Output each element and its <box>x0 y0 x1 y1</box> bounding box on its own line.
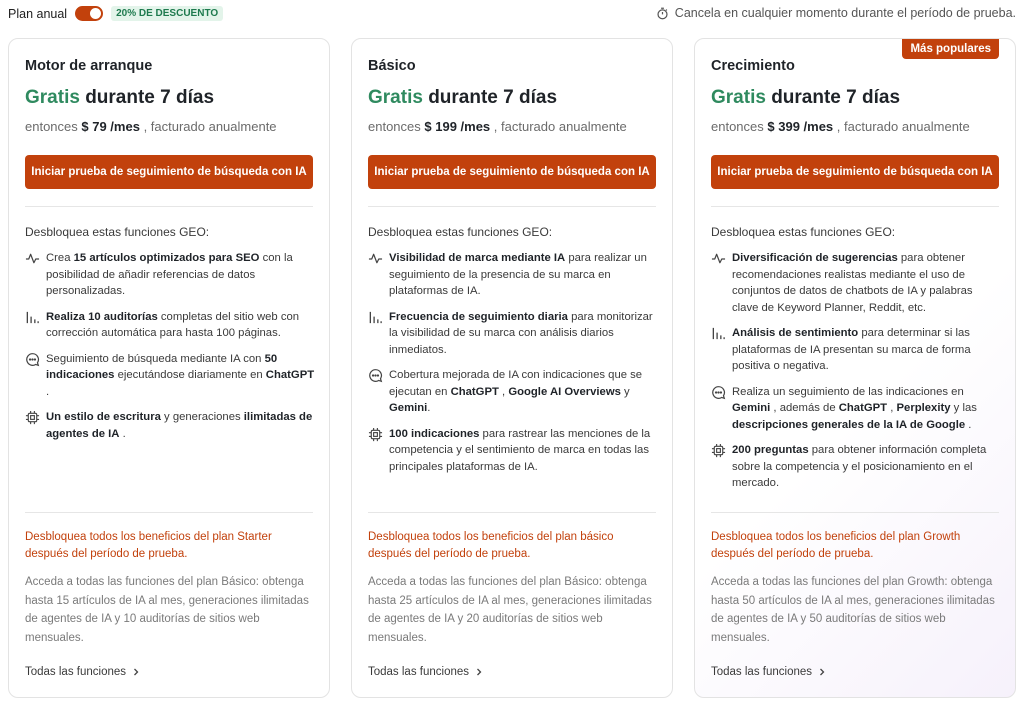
feature-text-part: Diversificación de sugerencias <box>732 252 898 264</box>
feature-text-part: Seguimiento de búsqueda mediante IA con <box>46 352 265 365</box>
feature-text-part: y generaciones <box>160 411 244 423</box>
feature-text-part: Realiza un seguimiento de las indicaciones en <box>732 385 964 398</box>
feature-list <box>25 250 315 451</box>
chat-icon <box>368 368 383 383</box>
benefits-title: Desbloquea todos los beneficios del plan básico después del período de prueba. <box>368 531 614 560</box>
annual-plan-label: Plan anual <box>8 6 68 21</box>
feature-text <box>732 442 1001 492</box>
chevron-right-icon <box>132 668 140 676</box>
divider <box>25 206 313 207</box>
feature-text-part: . <box>427 402 431 414</box>
feature-text <box>46 309 315 342</box>
feature-item <box>368 250 658 300</box>
price-heading <box>25 87 214 109</box>
price-line <box>25 119 277 134</box>
all-features-link[interactable] <box>25 666 140 678</box>
chat-icon <box>25 352 40 367</box>
all-features-label: Todas las funciones <box>368 666 470 678</box>
price-amount: $ 79 /mes <box>81 119 140 134</box>
price-line <box>368 119 627 134</box>
cancel-note-text: Cancela en cualquier momento durante el período de prueba. <box>674 6 1016 20</box>
feature-text-part: 15 artículos optimizados para SEO <box>73 252 260 264</box>
price-amount: $ 399 /mes <box>767 119 834 134</box>
feature-item <box>711 442 1001 492</box>
feature-text-part: ChatGPT <box>450 385 499 398</box>
benefits-description: Acceda a todas las funciones del plan Básico: obtenga hasta 15 artículos de IA al mes, generaciones ilimitadas de agentes de IA y 10 auditorías de sitios web mensuales. <box>25 576 309 644</box>
feature-text-part: . <box>965 418 972 431</box>
benefits-description: Acceda a todas las funciones del plan Growth: obtenga hasta 50 artículos de IA al mes, generaciones ilimitadas de agentes de IA y 50 auditorías de sitios web mensuales. <box>711 576 995 644</box>
feature-text-part: con la posibilidad de añadir referencias de datos personalizadas. <box>46 252 293 297</box>
free-label: Gratis <box>711 87 766 108</box>
bar-chart-icon <box>368 310 383 325</box>
cpu-icon <box>368 427 383 442</box>
feature-text-part: , además de <box>770 402 839 414</box>
feature-text-part: completas del sitio web con corrección automática para hasta 100 páginas. <box>46 310 300 339</box>
feature-item <box>711 325 1001 375</box>
billing-note: , facturado anualmente <box>836 119 970 134</box>
bar-chart-icon <box>711 326 726 341</box>
price-then: entonces <box>368 119 421 134</box>
benefits-description: Acceda a todas las funciones del plan Básico: obtenga hasta 25 artículos de IA al mes, generaciones ilimitadas de agentes de IA y 20 auditorías de sitios web mensuales. <box>368 576 652 644</box>
divider <box>368 512 656 513</box>
feature-text-part: Frecuencia de seguimiento diaria <box>389 310 568 323</box>
feature-text-part: para realizar un seguimiento de la presencia de su marca en plataformas de IA. <box>389 252 647 297</box>
plan-name: Básico <box>368 58 416 74</box>
price-then: entonces <box>711 119 764 134</box>
feature-text-part: para obtener información completa sobre la competencia y el posicionamiento en el mercado. <box>732 444 987 489</box>
feature-item <box>25 409 315 442</box>
feature-item <box>368 367 658 417</box>
feature-item <box>711 384 1001 434</box>
popular-badge: Más populares <box>902 39 999 59</box>
activity-icon <box>711 251 726 266</box>
trial-duration: durante 7 días <box>79 87 215 108</box>
feature-text <box>46 351 315 401</box>
activity-icon <box>368 251 383 266</box>
free-label: Gratis <box>25 87 80 108</box>
cpu-icon <box>25 410 40 425</box>
feature-text <box>732 325 1001 375</box>
feature-text-part: Google AI Overviews <box>508 385 621 398</box>
start-trial-button[interactable]: Iniciar prueba de seguimiento de búsqueda con IA <box>711 155 999 189</box>
plan-name: Motor de arranque <box>25 58 153 74</box>
feature-text-part: ChatGPT <box>838 402 888 414</box>
feature-text-part: Gemini <box>389 402 428 414</box>
trial-duration: durante 7 días <box>422 87 558 108</box>
feature-text <box>389 367 658 417</box>
price-heading <box>711 87 900 109</box>
feature-text-part: . <box>119 427 126 440</box>
billing-note: , facturado anualmente <box>493 119 627 134</box>
unlock-features-title: Desbloquea estas funciones GEO: <box>711 225 896 239</box>
feature-text-part: para determinar si las plataformas de IA presentan su marca de forma positiva o negativa. <box>732 327 971 372</box>
feature-item <box>368 426 658 476</box>
divider <box>711 206 999 207</box>
feature-text <box>389 309 658 359</box>
all-features-link[interactable] <box>368 666 483 678</box>
feature-text-part: Visibilidad de marca mediante IA <box>389 252 566 264</box>
chat-icon <box>711 385 726 400</box>
feature-text-part: y <box>620 385 630 398</box>
feature-list <box>711 250 1001 501</box>
price-heading <box>368 87 557 109</box>
benefits-title: Desbloquea todos los beneficios del plan Growth después del período de prueba. <box>711 531 961 560</box>
top-bar <box>0 0 1024 30</box>
feature-item <box>25 351 315 401</box>
feature-text-part: para rastrear las menciones de la competencia y el sentimiento de marca en todas las principales plataformas de IA. <box>389 427 651 473</box>
price-then: entonces <box>25 119 78 134</box>
feature-text-part: descripciones generales de la IA de Google <box>732 418 966 431</box>
feature-text-part: ChatGPT <box>265 369 315 381</box>
feature-text-part: Crea <box>46 252 74 264</box>
start-trial-button[interactable]: Iniciar prueba de seguimiento de búsqueda con IA <box>25 155 313 189</box>
all-features-link[interactable] <box>711 666 826 678</box>
feature-text-part: ilimitadas de agentes de IA <box>46 411 313 440</box>
price-amount: $ 199 /mes <box>424 119 491 134</box>
unlock-features-title: Desbloquea estas funciones GEO: <box>368 225 553 239</box>
feature-text <box>389 250 658 300</box>
feature-text-part: ejecutándose diariamente en <box>114 369 266 381</box>
free-label: Gratis <box>368 87 423 108</box>
plan-name: Crecimiento <box>711 58 795 74</box>
feature-text <box>732 384 1001 434</box>
feature-text-part: Perplexity <box>896 402 951 414</box>
feature-text-part: para monitorizar la visibilidad de su marca con análisis diarios inmediatos. <box>389 310 653 356</box>
feature-text-part: para obtener recomendaciones realistas mediante el uso de conjuntos de datos de chatbots de IA y palabras clave de Keyword Planner, Reddit, etc. <box>732 252 973 314</box>
all-features-label: Todas las funciones <box>711 666 813 678</box>
chevron-right-icon <box>818 668 826 676</box>
annual-plan-toggle-group <box>8 6 223 21</box>
feature-text-part: , <box>498 385 509 398</box>
divider <box>368 206 656 207</box>
divider <box>711 512 999 513</box>
activity-icon <box>25 251 40 266</box>
feature-text-part: . <box>46 385 50 398</box>
feature-text-part: 200 preguntas <box>732 444 809 456</box>
feature-list <box>368 250 658 484</box>
cpu-icon <box>711 443 726 458</box>
feature-text <box>389 426 658 476</box>
feature-item <box>368 309 658 359</box>
plan-card <box>8 38 330 698</box>
feature-text <box>46 250 315 300</box>
chevron-right-icon <box>475 668 483 676</box>
feature-text-part: , <box>887 402 897 414</box>
cancel-note <box>656 6 1016 20</box>
feature-item <box>711 250 1001 316</box>
benefits-title: Desbloquea todos los beneficios del plan Starter después del período de prueba. <box>25 531 272 560</box>
discount-badge: 20% DE DESCUENTO <box>111 6 223 21</box>
feature-text-part: Gemini <box>732 402 771 414</box>
plan-card <box>694 38 1016 698</box>
feature-text-part: 100 indicaciones <box>389 427 480 440</box>
feature-text <box>732 250 1001 316</box>
unlock-features-title: Desbloquea estas funciones GEO: <box>25 225 210 239</box>
divider <box>25 512 313 513</box>
timer-icon <box>656 7 669 20</box>
feature-item <box>25 309 315 342</box>
feature-text <box>46 409 315 442</box>
feature-text-part: Realiza 10 auditorías <box>46 310 158 323</box>
price-line <box>711 119 970 134</box>
annual-plan-toggle[interactable] <box>75 6 103 21</box>
billing-note: , facturado anualmente <box>143 119 277 134</box>
feature-text-part: 50 indicaciones <box>46 352 278 381</box>
feature-text-part: Cobertura mejorada de IA con indicaciones que se ejecutan en <box>389 369 643 398</box>
trial-duration: durante 7 días <box>765 87 901 108</box>
feature-text-part: Un estilo de escritura <box>46 411 161 423</box>
all-features-label: Todas las funciones <box>25 666 127 678</box>
plan-card <box>351 38 673 698</box>
start-trial-button[interactable]: Iniciar prueba de seguimiento de búsqueda con IA <box>368 155 656 189</box>
feature-text-part: Análisis de sentimiento <box>732 327 859 339</box>
bar-chart-icon <box>25 310 40 325</box>
feature-text-part: y las <box>950 402 977 414</box>
feature-item <box>25 250 315 300</box>
